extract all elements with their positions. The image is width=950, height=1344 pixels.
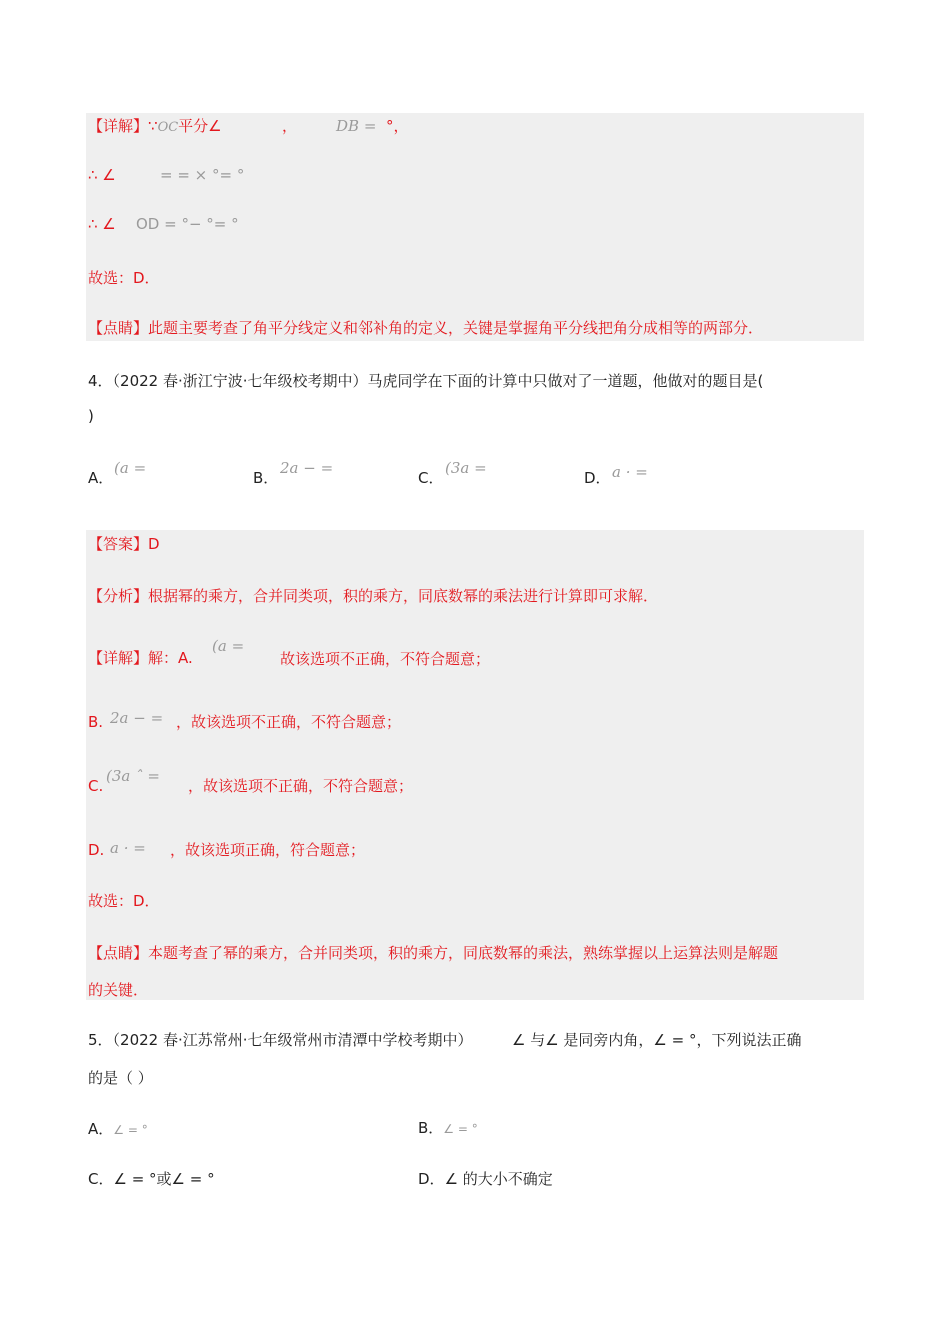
q4-detail-b-expr: 2a − =: [110, 709, 164, 727]
q4-stem-line1: 4．（2022 春·浙江宁波·七年级校考期中）马虎同学在下面的计算中只做对了一道题，他做对的题目是(: [88, 372, 764, 390]
q4-detail-a-text: 故该选项不正确，不符合题意；: [280, 650, 491, 668]
q3-detail-deg: °，: [386, 117, 409, 135]
q4-option-d-expr: a · =: [612, 463, 648, 481]
q4-detail-a: 【详解】解：A.: [88, 649, 193, 667]
q3-detail-db: DB =: [336, 117, 377, 135]
q4-detail-c-text: ，故该选项不正确，不符合题意；: [188, 777, 414, 795]
q4-comment-line2: 的关键．: [88, 981, 149, 999]
q4-detail-c-expr: (3a ˆ =: [106, 767, 160, 785]
q3-line3: ∴ ∠: [88, 215, 116, 233]
q4-choose: 故选：D．: [88, 892, 160, 910]
q3-choose: 故选：D．: [88, 269, 160, 287]
q5-option-c[interactable]: C．∠ = °或∠ = °: [88, 1170, 215, 1188]
q4-option-b-expr: 2a − =: [280, 459, 334, 477]
q4-comment-line1: 【点睛】本题考查了幂的乘方，合并同类项，积的乘方，同底数幂的乘法，熟练掌握以上运算法则是解题: [88, 944, 779, 962]
q4-analysis: 【分析】根据幂的乘方，合并同类项，积的乘方，同底数幂的乘法进行计算即可求解．: [88, 587, 659, 605]
q3-detail-comma: ，: [282, 117, 298, 135]
q3-detail-line: 【详解】∵OC平分∠: [88, 117, 222, 135]
q4-detail-b: B.: [88, 713, 104, 731]
q4-stem-line2: ): [88, 407, 94, 425]
q5-option-a[interactable]: A．∠ = °: [88, 1120, 148, 1138]
q4-option-a-expr: (a =: [114, 459, 147, 477]
q5-option-d[interactable]: D．∠ 的大小不确定: [418, 1170, 553, 1188]
q4-detail-d-expr: a · =: [110, 839, 146, 857]
q4-option-a[interactable]: A．: [88, 469, 114, 487]
q4-detail-d: D.: [88, 841, 105, 859]
q4-detail-c: C.: [88, 777, 104, 795]
q4-option-c[interactable]: C．: [418, 469, 444, 487]
q5-stem-line2: 的是（ ）: [88, 1069, 153, 1087]
q3-comment: 【点睛】此题主要考查了角平分线定义和邻补角的定义，关键是掌握角平分线把角分成相等的两部分．: [88, 319, 764, 337]
q5-stem-line1: 5．（2022 春·江苏常州·七年级常州市清潭中学校考期中）: [88, 1031, 473, 1049]
q3-line2-expr: = = × °= °: [160, 166, 245, 184]
q4-detail-b-text: ，故该选项不正确，不符合题意；: [176, 713, 402, 731]
q4-detail-d-text: ，故该选项正确，符合题意；: [170, 841, 366, 859]
q5-option-b[interactable]: B．∠ = °: [418, 1119, 478, 1137]
q4-detail-a-expr: (a =: [212, 637, 245, 655]
q3-detail-label: 【详解】: [88, 117, 149, 135]
q4-option-b[interactable]: B．: [253, 469, 279, 487]
q4-option-c-expr: (3a =: [445, 459, 487, 477]
q3-line2: ∴ ∠: [88, 166, 116, 184]
q3-line3-expr: OD = °− °= °: [136, 215, 239, 233]
q4-option-d[interactable]: D．: [584, 469, 611, 487]
q4-answer: 【答案】D: [88, 535, 160, 553]
q5-stem-line1-rest: ∠ 与∠ 是同旁内角，∠ = °，下列说法正确: [512, 1031, 802, 1049]
